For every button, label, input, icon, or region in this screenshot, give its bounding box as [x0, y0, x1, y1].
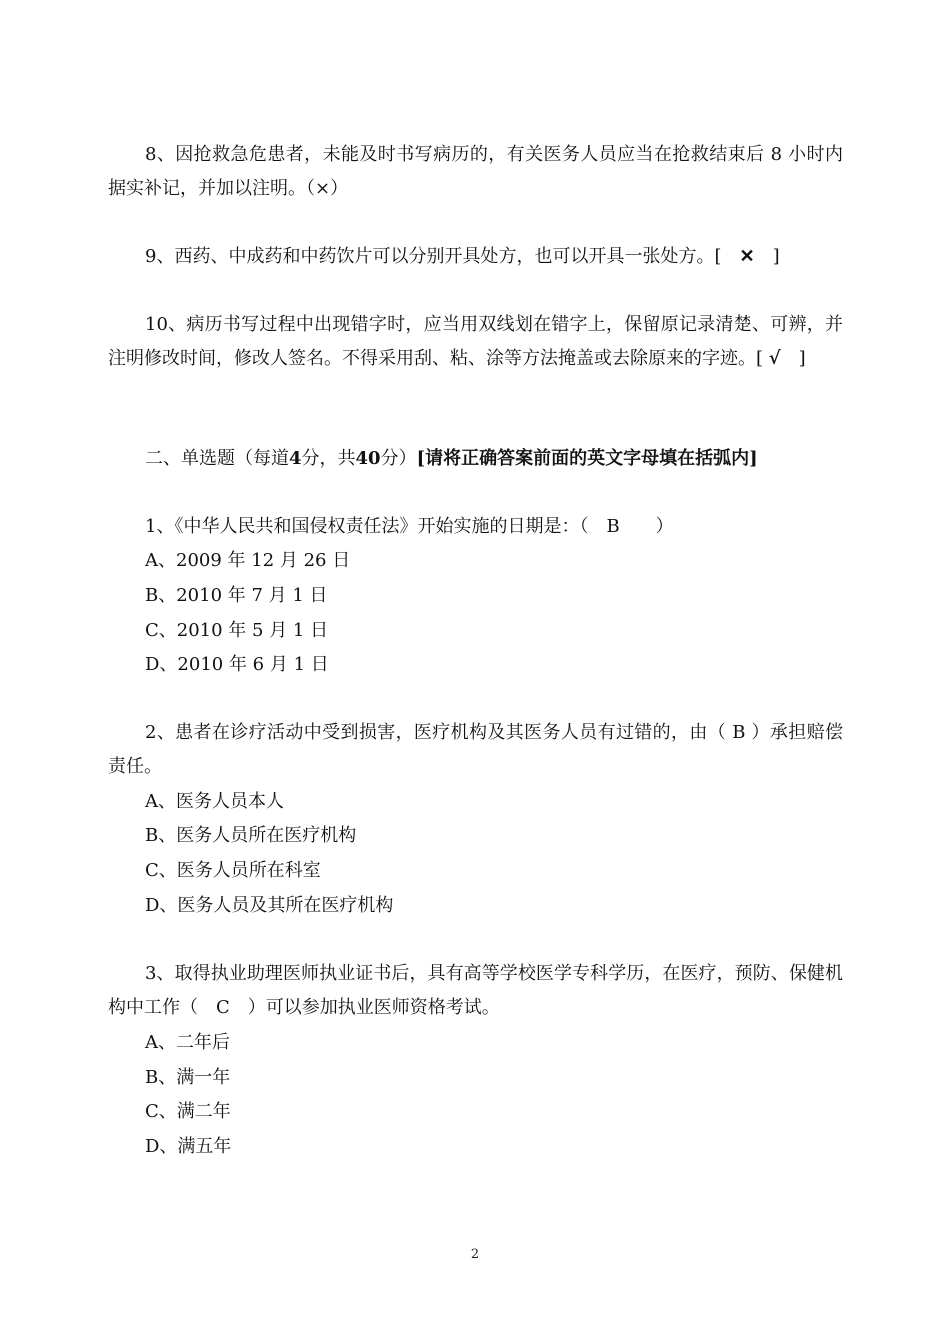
- mc-question-2-option-c: C、医务人员所在科室: [145, 860, 321, 881]
- page-number: 2: [470, 1247, 480, 1262]
- section-total: 40: [355, 448, 381, 469]
- mc-question-3-option-d: D、满五年: [145, 1136, 232, 1157]
- section-instruction: [请将正确答案前面的英文字母填在括弧内]: [416, 448, 758, 469]
- mc-question-1-option-d: D、2010 年 6 月 1 日: [145, 654, 329, 675]
- tf-question-10-bracket: ]: [780, 348, 806, 369]
- check-mark-icon: √: [768, 348, 781, 369]
- mc-question-1-option-b: B、2010 年 7 月 1 日: [145, 585, 328, 606]
- mc-question-1-stem: 1、《中华人民共和国侵权责任法》开始实施的日期是：（ B ）: [145, 516, 674, 537]
- tf-question-9: [108, 240, 843, 274]
- mc-question-3-stem: 3、取得执业助理医师执业证书后，具有高等学校医学专科学历，在医疗，预防、保健机构中工作（ C ）可以参加执业医师资格考试。: [108, 963, 843, 1018]
- tf-question-10: [108, 308, 843, 376]
- section-heading-mid2: 分）: [380, 448, 417, 469]
- mc-question-2-stem: 2、患者在诊疗活动中受到损害，医疗机构及其医务人员有过错的，由（ B ）承担赔偿责任。: [108, 722, 843, 777]
- mc-question-3-option-a: A、二年后: [145, 1032, 230, 1053]
- mc-question-2-option-b: B、医务人员所在医疗机构: [145, 825, 357, 846]
- mc-question-1-option-a: A、2009 年 12 月 26 日: [145, 550, 351, 571]
- tf-question-10-text: 10、病历书写过程中出现错字时，应当用双线划在错字上，保留原记录清楚、可辨，并注明修改时间，修改人签名。不得采用刮、粘、涂等方法掩盖或去除原来的字迹。[: [108, 314, 843, 369]
- section-heading-mid1: 分，共: [301, 448, 356, 469]
- section-points: 4: [289, 448, 302, 469]
- mc-question-2-option-a: A、医务人员本人: [145, 791, 284, 812]
- tf-question-8: 8、因抢救急危患者，未能及时书写病历的，有关医务人员应当在抢救结束后 8 小时内据实补记，并加以注明。（×）: [108, 144, 843, 199]
- mc-question-2-option-d: D、医务人员及其所在医疗机构: [145, 895, 394, 916]
- mc-question-3-option-c: C、满二年: [145, 1101, 231, 1122]
- section-heading-single-choice: [145, 442, 758, 476]
- cross-mark-icon: ✕: [739, 246, 755, 267]
- section-heading-prefix: 二、单选题（每道: [145, 448, 289, 469]
- tf-question-9-bracket: ]: [754, 246, 780, 267]
- mc-question-3-option-b: B、满一年: [145, 1067, 231, 1088]
- tf-question-9-text: 9、西药、中成药和中药饮片可以分别开具处方，也可以开具一张处方。[: [145, 246, 740, 267]
- mc-question-1-option-c: C、2010 年 5 月 1 日: [145, 620, 329, 641]
